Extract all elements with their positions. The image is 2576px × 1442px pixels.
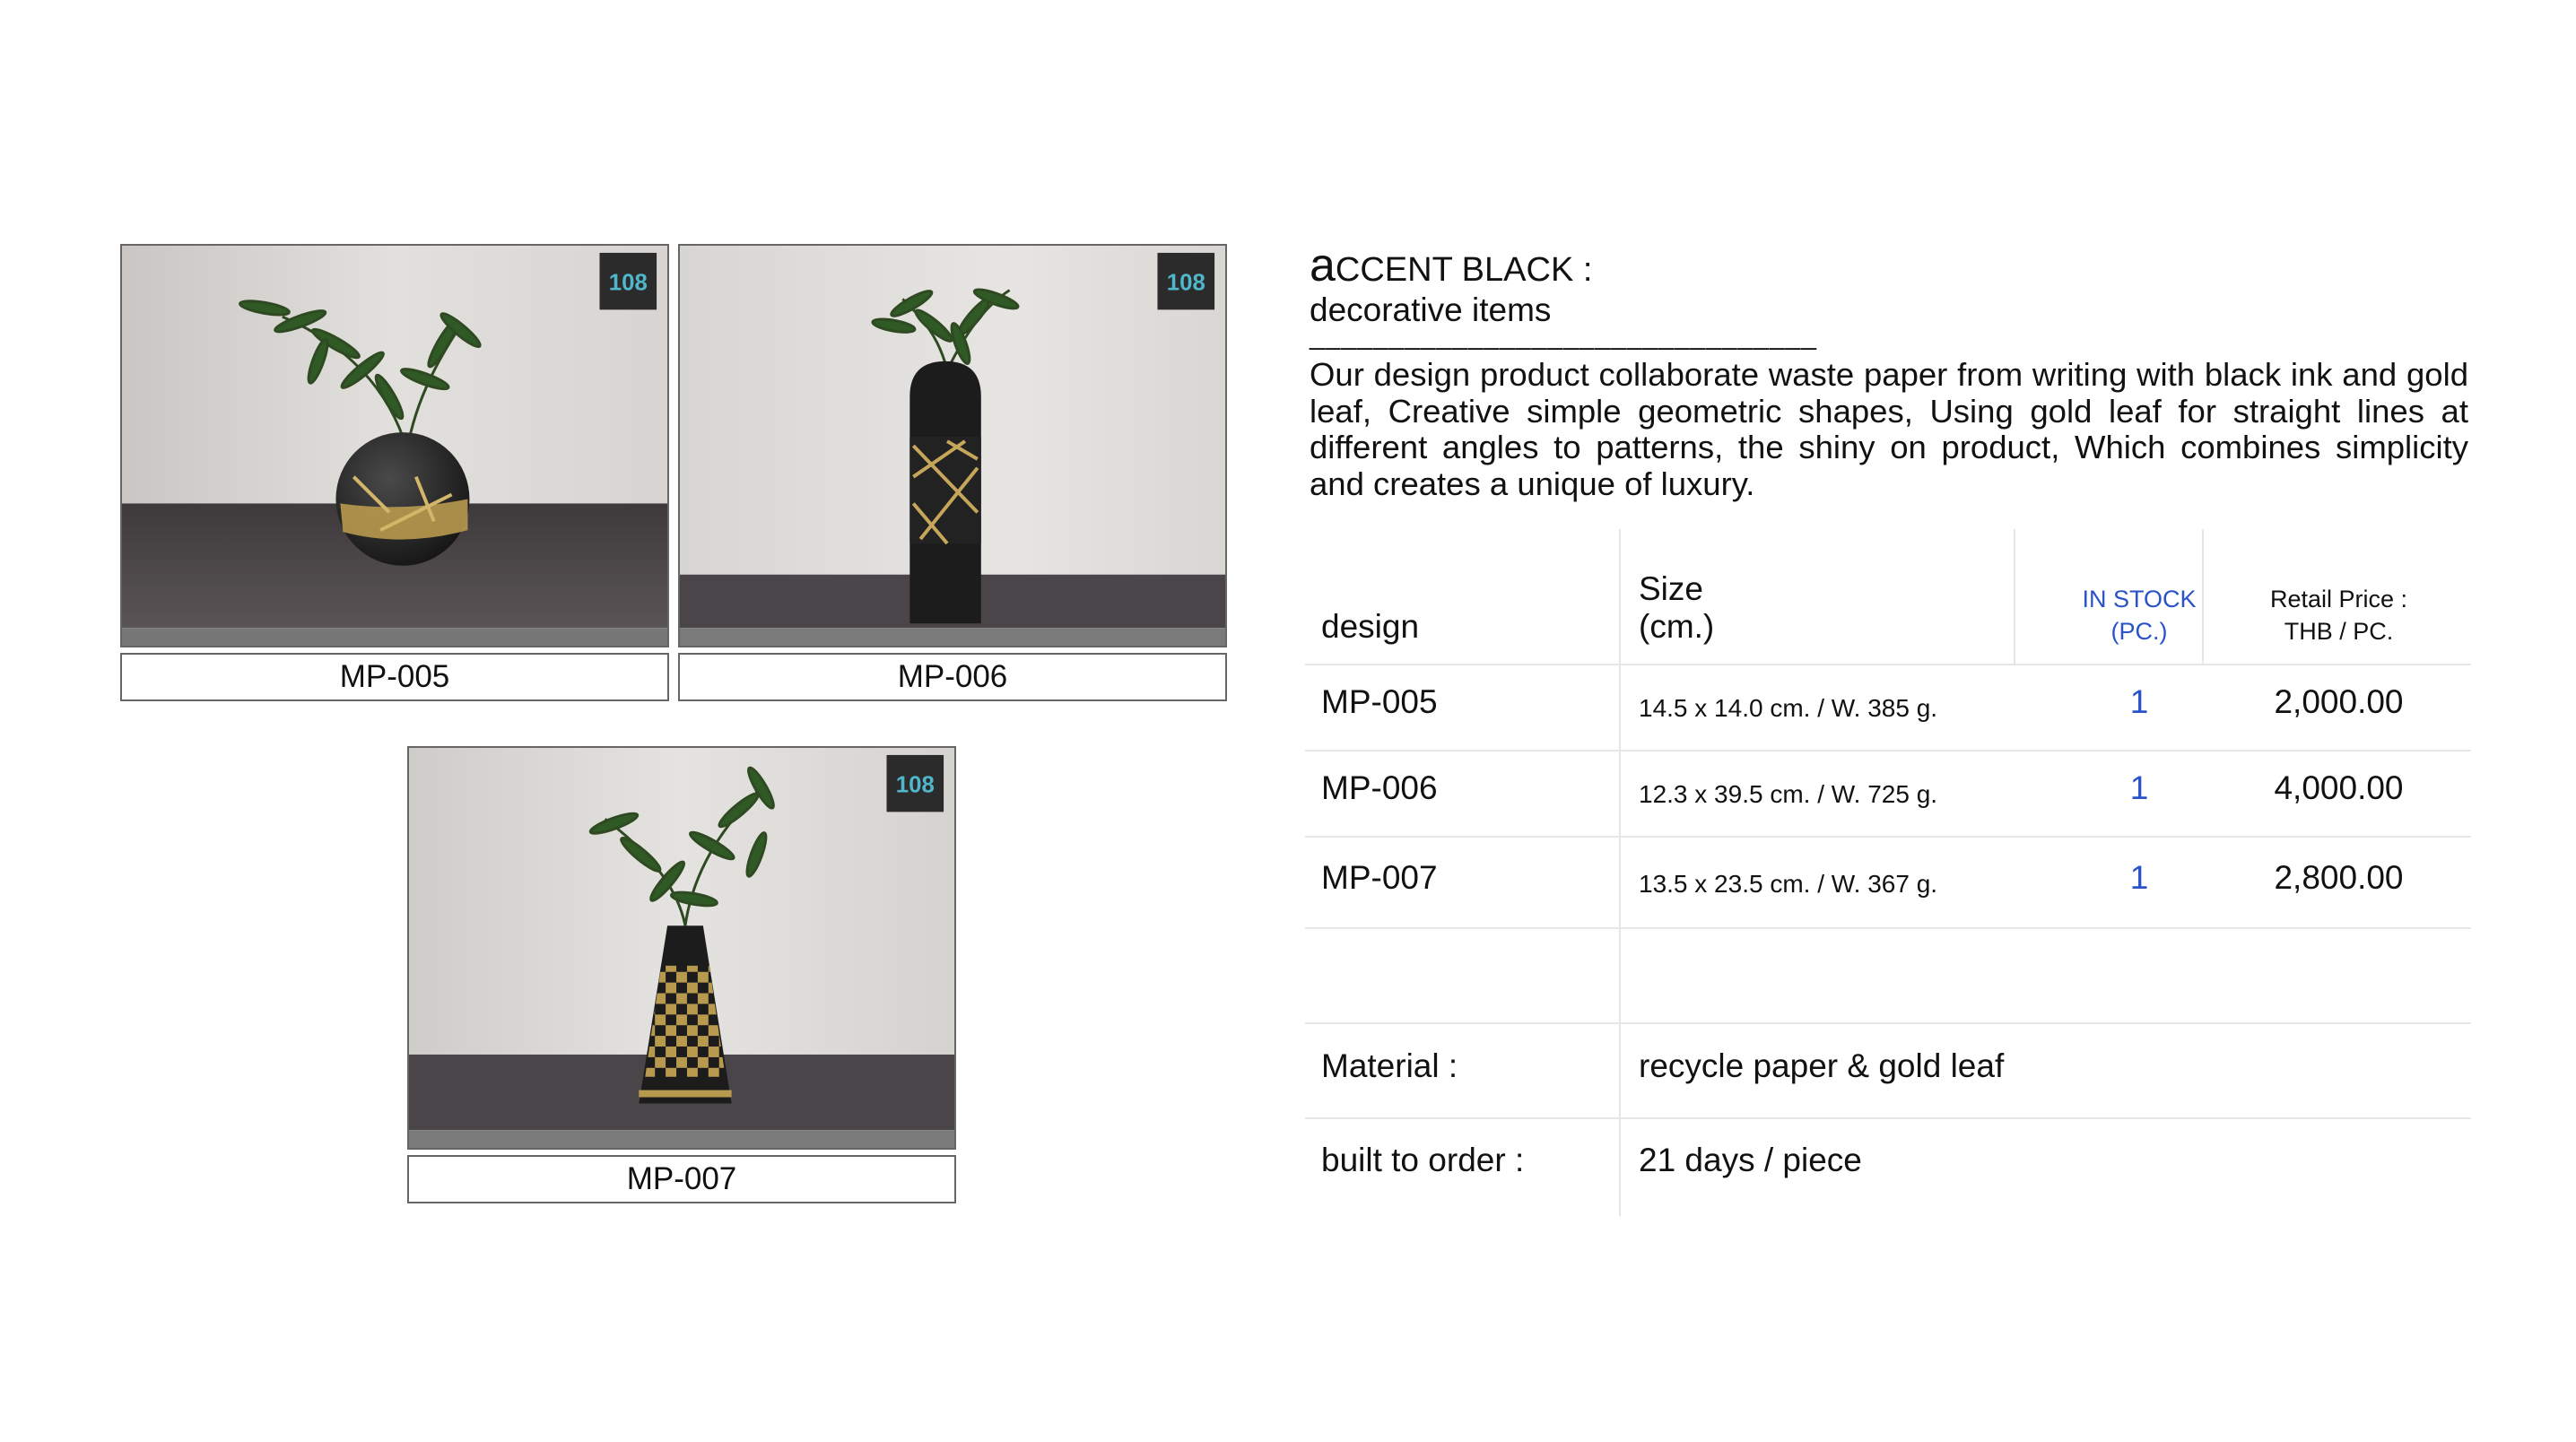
product-caption-mp-005: MP-005	[120, 653, 669, 701]
row-divider	[1305, 1117, 2471, 1119]
lead-time-label: built to order :	[1321, 1142, 1525, 1178]
row-design: MP-007	[1321, 859, 1438, 896]
separator: ________________________________	[1310, 321, 1817, 351]
svg-text:108: 108	[1166, 270, 1205, 296]
row-stock: 1	[2129, 683, 2149, 720]
row-divider	[1305, 836, 2471, 838]
row-size: 14.5 x 14.0 cm. / W. 385 g.	[1639, 694, 1938, 722]
row-design: MP-005	[1321, 683, 1438, 720]
title-initial: a	[1310, 239, 1336, 291]
header-size-line2: (cm.)	[1639, 608, 1715, 645]
row-divider	[1305, 1022, 2471, 1024]
row-stock: 1	[2129, 769, 2149, 806]
row-divider	[1305, 927, 2471, 929]
header-retail-price	[2215, 583, 2462, 647]
row-price: 4,000.00	[2274, 769, 2404, 806]
lead-time-value: 21 days / piece	[1639, 1142, 1862, 1178]
row-price: 2,800.00	[2274, 859, 2404, 896]
collection-subtitle: decorative items	[1310, 291, 1552, 328]
column-divider	[2014, 529, 2015, 665]
round-vase-image	[122, 246, 667, 646]
header-size-line1: Size	[1639, 570, 1703, 607]
product-photo-mp-005	[120, 244, 669, 647]
header-stock-line2: (PC.)	[2110, 618, 2168, 645]
material-label: Material :	[1321, 1047, 1458, 1084]
product-photo-mp-006	[678, 244, 1227, 647]
row-divider	[1305, 664, 2471, 665]
product-caption-mp-006: MP-006	[678, 653, 1227, 701]
material-value: recycle paper & gold leaf	[1639, 1047, 2005, 1084]
row-stock: 1	[2129, 859, 2149, 896]
cone-vase-image	[409, 748, 954, 1148]
header-price-line2: THB / PC.	[2284, 618, 2394, 645]
header-design: design	[1321, 608, 1420, 645]
row-divider	[1305, 750, 2471, 751]
header-price-line1: Retail Price :	[2269, 586, 2408, 612]
row-size: 12.3 x 39.5 cm. / W. 725 g.	[1639, 780, 1938, 808]
product-description: Our design product collaborate waste paper from writing with black ink and gold leaf, Creative simple geometric shapes, Using gold leaf for straight lines at different angles to patterns, the shiny on product, Which combines simplicity and creates a unique of luxury.	[1310, 356, 2468, 502]
collection-title	[1310, 239, 1593, 291]
title-rest: CCENT BLACK :	[1335, 251, 1593, 289]
product-caption-mp-007: MP-007	[407, 1155, 956, 1203]
product-table	[1305, 529, 2471, 1216]
row-design: MP-006	[1321, 769, 1438, 806]
svg-text:108: 108	[608, 270, 648, 296]
product-photo-mp-007	[407, 746, 956, 1150]
row-size: 13.5 x 23.5 cm. / W. 367 g.	[1639, 870, 1938, 898]
column-divider	[1619, 529, 1621, 1216]
tall-vase-image	[680, 246, 1225, 646]
row-price: 2,000.00	[2274, 683, 2404, 720]
svg-text:108: 108	[895, 772, 935, 798]
header-stock-line1: IN STOCK	[2082, 586, 2197, 612]
header-size	[1639, 570, 1714, 646]
